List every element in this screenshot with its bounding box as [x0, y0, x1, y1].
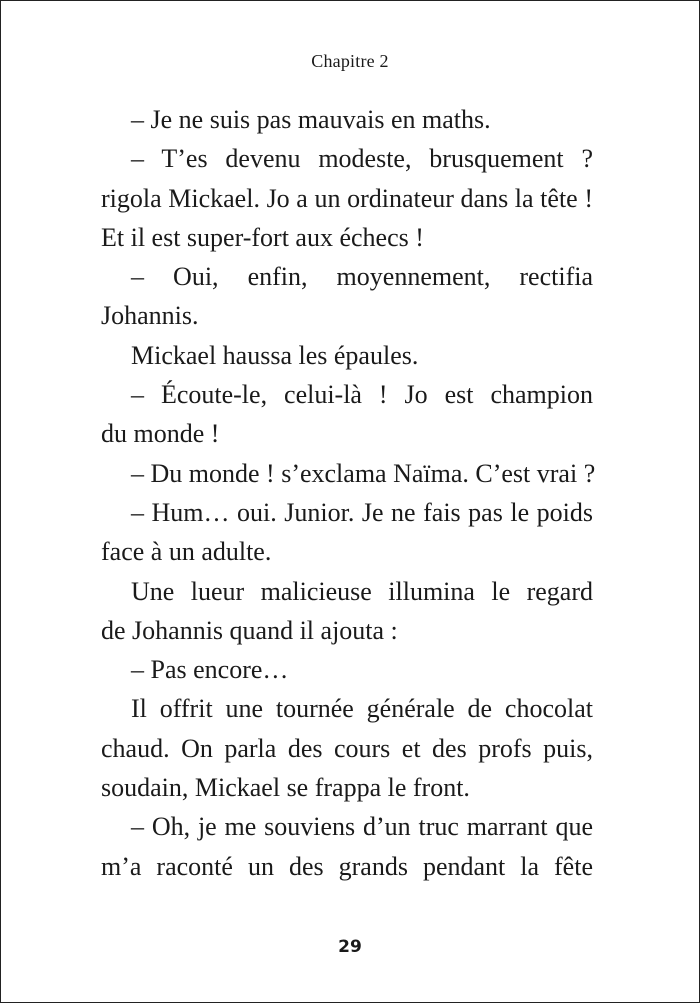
text-line: du monde !: [101, 419, 220, 449]
text-line: face à un adulte.: [101, 537, 272, 567]
text-line: – T’es devenu modeste, brusquement ?: [131, 144, 593, 174]
text-line: – Pas encore…: [131, 655, 289, 685]
text-line: – Oui, enfin, moyennement, rectifia: [131, 262, 593, 292]
text-line: Johannis.: [101, 301, 199, 331]
text-line: Il offrit une tournée générale de chocolat: [131, 694, 593, 724]
body-text: [101, 100, 596, 886]
text-line: – Écoute-le, celui-là ! Jo est champion: [131, 380, 593, 410]
text-line: Et il est super-fort aux échecs !: [101, 222, 424, 252]
text-line: – Oh, je me souviens d’un truc marrant que: [131, 812, 593, 842]
text-line: m’a raconté un des grands pendant la fête: [101, 851, 593, 881]
text-line: – Je ne suis pas mauvais en maths.: [131, 105, 491, 134]
text-line: – Hum… oui. Junior. Je ne fais pas le poids: [131, 497, 593, 527]
text-line: Une lueur malicieuse illumina le regard: [131, 576, 593, 606]
running-header: Chapitre 2: [311, 51, 389, 71]
text-line: de Johannis quand il ajouta :: [101, 615, 398, 645]
text-line: chaud. On parla des cours et des profs puis,: [101, 733, 593, 763]
page-number: 29: [338, 937, 362, 957]
text-line: Mickael haussa les épaules.: [131, 340, 419, 370]
text-line: soudain, Mickael se frappa le front.: [101, 773, 470, 803]
text-line: – Du monde ! s’exclama Naïma. C’est vrai ?: [131, 458, 596, 488]
text-line: rigola Mickael. Jo a un ordinateur dans la tête !: [101, 183, 593, 213]
